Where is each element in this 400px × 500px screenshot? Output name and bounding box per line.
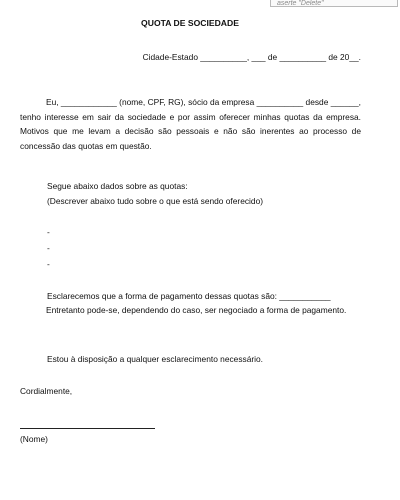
- data-intro: Segue abaixo dados sobre as quotas:: [47, 181, 188, 191]
- closing-salutation: Cordialmente,: [20, 386, 73, 396]
- signature-line: [20, 428, 155, 429]
- intro-paragraph-first-line: Eu, ____________ (nome, CPF, RG), sócio da empresa __________ desde: [46, 97, 329, 107]
- date-line: Cidade-Estado __________, ___ de __________ de 20__.: [142, 52, 361, 62]
- negotiation-text: Entretanto pode-se, dependendo do caso, ser negociado a forma de pagamento.: [46, 305, 347, 315]
- signature-name: (Nome): [20, 434, 48, 444]
- document-title: QUOTA DE SOCIEDADE: [141, 18, 239, 28]
- list-item: -: [47, 259, 50, 269]
- intro-paragraph-rest: ______, tenho interesse em sair da sociedade e por assim oferecer minhas quotas da empresa. Motivos que me levam a decisão são pessoais e não são inerentes ao processo de concessão das quotas em questão.: [20, 97, 361, 151]
- list-item: -: [47, 243, 50, 253]
- payment-line: Esclarecemos que a forma de pagamento dessas quotas são: ___________: [47, 291, 331, 301]
- data-instruction: (Descrever abaixo tudo sobre o que está sendo oferecido): [47, 196, 264, 206]
- availability-line: Estou à disposição a qualquer esclarecimento necessário.: [47, 354, 264, 364]
- negotiation-paragraph: [20, 303, 361, 318]
- instruction-hint-box: aserte "Delete": [270, 0, 398, 7]
- list-item: -: [47, 227, 50, 237]
- intro-paragraph: [20, 95, 361, 153]
